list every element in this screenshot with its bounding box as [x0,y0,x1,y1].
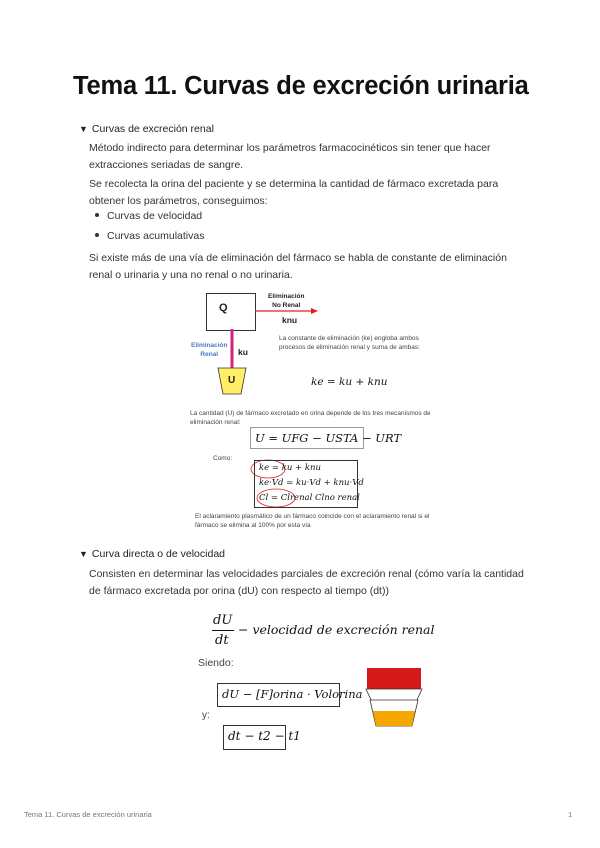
u-label: U [228,375,236,386]
paragraph: Se recolecta la orina del paciente y se determina la cantidad de fármaco excretada para obtener los parámetros, conseguimos: [89,178,499,207]
ku-label: ku [238,347,248,357]
paragraph: Método indirecto para determinar los parámetros farmacocinéticos sin tener que hacer extracciones seriadas de sangre. [89,142,491,171]
list-item: Curvas de velocidad [95,210,202,222]
paragraph: Si existe más de una vía de eliminación del fármaco se habla de constante de eliminación renal o urinaria y una no renal o no urinaria. [89,252,507,281]
fraction-numerator: dU [213,613,233,628]
triangle-down-icon[interactable]: ▼ [79,549,88,559]
equation-dt: dt − t2 − t1 [223,725,286,750]
fraction-bar [212,630,234,631]
const-text: La constante de eliminación (ke) engloba ambos procesos de eliminación renal y suma de ambas: [279,335,420,351]
page-title: Tema 11. Curvas de excreción urinaria [73,72,529,100]
toggle-curva-directa[interactable] [79,548,225,560]
y-label: y: [202,710,210,721]
siendo-label: Siendo: [198,657,234,669]
note-text: El aclaramiento plasmático de un fármaco coincide con el aclaramiento renal si el fármaco se elimina al 100% por esta vía [195,513,430,529]
fraction-denominator: dt [215,633,229,648]
nonrenal-label: Eliminación No Renal [268,293,305,309]
page-number: 1 [568,810,573,819]
equation-ke: ke = ku + knu [311,376,388,388]
list-item: Curvas acumulativas [95,230,204,242]
equation-u: U = UFG − USTA − URT [250,427,364,449]
footer-title: Tema 11. Curvas de excreción urinaria [24,810,152,819]
paragraph: Consisten en determinar las velocidades parciales de excreción renal (cómo varía la cantidad de fármaco excretada por orina (dU) con respecto al tiempo (dt)) [89,568,524,597]
como-label: Como: [213,455,233,462]
box-equation: ke = ku + knu [259,463,321,473]
toggle-label: Curvas de excreción renal [91,123,214,135]
toggle-label: Curva directa o de velocidad [91,548,225,560]
knu-label: knu [282,315,298,325]
arrowhead-icon [311,308,318,314]
renal-label: Eliminación Renal [191,342,228,358]
collection-cups-illustration [360,665,430,735]
q-compartment: Q [206,293,256,331]
box-equation: ke·Vd = ku·Vd + knu·Vd [259,478,364,488]
rate-label: − velocidad de excreción renal [238,622,435,637]
equation-box [254,460,364,508]
orange-cup-fill [373,711,415,726]
cantidad-text: La cantidad (U) de fármaco excretado en orina depende de los tres mecanismos de eliminación renal: [190,410,431,426]
equation-du: dU − [F]orina · Volorina [217,683,340,707]
red-cup-fill [367,668,421,690]
triangle-down-icon[interactable]: ▼ [79,124,88,134]
box-equation: Cl = Clrenal Clno renal [259,493,360,503]
